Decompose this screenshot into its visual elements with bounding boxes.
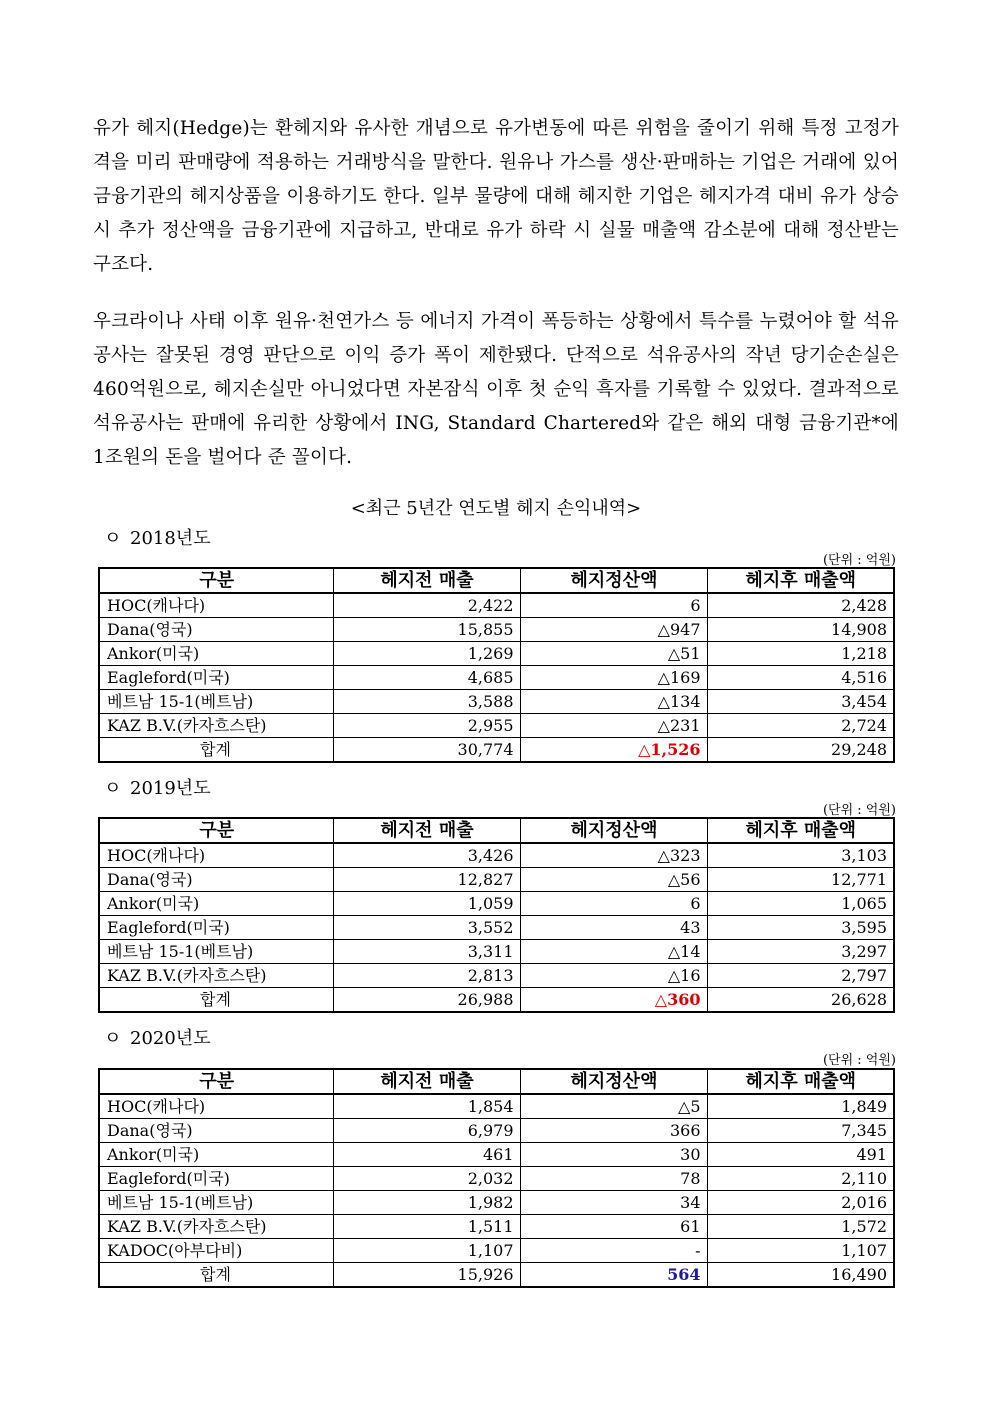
table-row xyxy=(99,1167,894,1191)
table-cell: 3,426 xyxy=(333,843,520,868)
table-cell: 1,982 xyxy=(333,1191,520,1215)
unit-label: (단위 : 억원) xyxy=(822,553,896,568)
table-row xyxy=(99,1143,894,1167)
table-cell: 61 xyxy=(520,1215,707,1239)
table-cell: 2,032 xyxy=(333,1167,520,1191)
column-header: 헤지전 매출 xyxy=(333,818,520,843)
table-row xyxy=(99,1191,894,1215)
row-label: 베트남 15-1(베트남) xyxy=(99,690,333,714)
column-header: 헤지후 매출액 xyxy=(707,568,894,593)
table-cell: 1,107 xyxy=(333,1239,520,1263)
row-label: Dana(영국) xyxy=(99,1119,333,1143)
table-cell: 3,454 xyxy=(707,690,894,714)
table-row xyxy=(99,940,894,964)
table-row xyxy=(99,843,894,868)
table-cell: △134 xyxy=(520,690,707,714)
table-cell: 1,269 xyxy=(333,642,520,666)
table-row xyxy=(99,964,894,988)
table-cell: 4,685 xyxy=(333,666,520,690)
total-row xyxy=(99,738,894,763)
table-row xyxy=(99,1119,894,1143)
column-header: 헤지전 매출 xyxy=(333,1069,520,1094)
column-header: 구분 xyxy=(99,1069,333,1094)
total-row xyxy=(99,988,894,1013)
table-cell: 1,854 xyxy=(333,1094,520,1119)
table-cell: 7,345 xyxy=(707,1119,894,1143)
table-row xyxy=(99,618,894,642)
table-cell: 3,311 xyxy=(333,940,520,964)
column-header: 구분 xyxy=(99,568,333,593)
total-cell: 30,774 xyxy=(333,738,520,763)
hedge-table-2019 xyxy=(98,817,895,1013)
table-cell: 366 xyxy=(520,1119,707,1143)
table-cell: 1,572 xyxy=(707,1215,894,1239)
row-label: KAZ B.V.(카자흐스탄) xyxy=(99,1215,333,1239)
row-label: HOC(캐나다) xyxy=(99,593,333,618)
row-label: Ankor(미국) xyxy=(99,642,333,666)
total-cell: 29,248 xyxy=(707,738,894,763)
table-row xyxy=(99,868,894,892)
table-cell: 78 xyxy=(520,1167,707,1191)
table-cell: 1,218 xyxy=(707,642,894,666)
table-row xyxy=(99,1215,894,1239)
table-cell: △323 xyxy=(520,843,707,868)
row-label: Ankor(미국) xyxy=(99,1143,333,1167)
table-cell: 2,797 xyxy=(707,964,894,988)
body-paragraph-loss-context: 우크라이나 사태 이후 원유·천연가스 등 에너지 가격이 폭등하는 상황에서 특수를 누렸어야 할 석유공사는 잘못된 경영 판단으로 이익 증가 폭이 제한됐다. 단적으로 석유공사의 작년 당기순손실은 460억원으로, 헤지손실만 아니었다면 자본잠식 이후 첫 순익 흑자를 기록할 수 있었다. 결과적으로 석유공사는 판매에 유리한 상황에서 ING, Standard Chartered와 같은 해외 대형 금융기관*에 1조원의 돈을 벌어다 준 꼴이다. xyxy=(93,311,899,468)
table-cell: 1,107 xyxy=(707,1239,894,1263)
table-cell: △51 xyxy=(520,642,707,666)
table-cell: 2,724 xyxy=(707,714,894,738)
table-cell: 3,103 xyxy=(707,843,894,868)
table-cell: 3,552 xyxy=(333,916,520,940)
table-cell: 3,595 xyxy=(707,916,894,940)
column-header: 헤지후 매출액 xyxy=(707,1069,894,1094)
column-header: 구분 xyxy=(99,818,333,843)
row-label: Dana(영국) xyxy=(99,868,333,892)
unit-label: (단위 : 억원) xyxy=(822,803,896,818)
table-cell: 1,849 xyxy=(707,1094,894,1119)
bullet-icon: ㅇ xyxy=(104,528,122,549)
column-header: 헤지정산액 xyxy=(520,1069,707,1094)
table-cell: 12,771 xyxy=(707,868,894,892)
table-cell: 14,908 xyxy=(707,618,894,642)
table-cell: 3,588 xyxy=(333,690,520,714)
table-cell: 1,511 xyxy=(333,1215,520,1239)
row-label: Eagleford(미국) xyxy=(99,1167,333,1191)
table-cell: 2,422 xyxy=(333,593,520,618)
hedge-table-2020 xyxy=(98,1068,895,1288)
table-cell: △14 xyxy=(520,940,707,964)
row-label: 베트남 15-1(베트남) xyxy=(99,1191,333,1215)
section-heading-2019 xyxy=(104,774,211,800)
total-label: 합계 xyxy=(99,1263,333,1288)
table-cell: 34 xyxy=(520,1191,707,1215)
total-cell: 26,628 xyxy=(707,988,894,1013)
table-cell: 6 xyxy=(520,593,707,618)
section-heading-2018 xyxy=(104,524,211,550)
header-row xyxy=(99,818,894,843)
table-row xyxy=(99,593,894,618)
table-row xyxy=(99,1239,894,1263)
header-row xyxy=(99,568,894,593)
table-cell: 1,065 xyxy=(707,892,894,916)
row-label: HOC(캐나다) xyxy=(99,843,333,868)
row-label: Eagleford(미국) xyxy=(99,916,333,940)
row-label: Ankor(미국) xyxy=(99,892,333,916)
table-row xyxy=(99,714,894,738)
total-cell: 16,490 xyxy=(707,1263,894,1288)
table-caption: <최근 5년간 연도별 헤지 손익내역> xyxy=(350,498,642,519)
table-cell: 12,827 xyxy=(333,868,520,892)
total-label: 합계 xyxy=(99,988,333,1013)
bullet-icon: ㅇ xyxy=(104,778,122,799)
table-cell: △56 xyxy=(520,868,707,892)
table-cell: 2,955 xyxy=(333,714,520,738)
table-cell: 6,979 xyxy=(333,1119,520,1143)
table-row xyxy=(99,666,894,690)
table-row xyxy=(99,1094,894,1119)
table-cell: △947 xyxy=(520,618,707,642)
table-cell: 6 xyxy=(520,892,707,916)
table-cell: 2,016 xyxy=(707,1191,894,1215)
table-row xyxy=(99,916,894,940)
table-cell: 2,428 xyxy=(707,593,894,618)
total-cell: 26,988 xyxy=(333,988,520,1013)
section-heading-2020 xyxy=(104,1024,211,1050)
table-cell: 1,059 xyxy=(333,892,520,916)
year-label: 2020년도 xyxy=(130,1028,211,1049)
total-label: 합계 xyxy=(99,738,333,763)
table-cell: △169 xyxy=(520,666,707,690)
row-label: Dana(영국) xyxy=(99,618,333,642)
hedge-table-2018 xyxy=(98,567,895,763)
table-cell: 15,855 xyxy=(333,618,520,642)
table-row xyxy=(99,642,894,666)
table-cell: △16 xyxy=(520,964,707,988)
table-cell: 4,516 xyxy=(707,666,894,690)
column-header: 헤지전 매출 xyxy=(333,568,520,593)
total-settlement: △1,526 xyxy=(520,738,707,763)
row-label: KAZ B.V.(카자흐스탄) xyxy=(99,964,333,988)
table-cell: 3,297 xyxy=(707,940,894,964)
total-settlement: △360 xyxy=(520,988,707,1013)
table-cell: 461 xyxy=(333,1143,520,1167)
table-row xyxy=(99,690,894,714)
table-row xyxy=(99,892,894,916)
table-cell: 491 xyxy=(707,1143,894,1167)
row-label: HOC(캐나다) xyxy=(99,1094,333,1119)
row-label: KADOC(아부다비) xyxy=(99,1239,333,1263)
table-cell: △5 xyxy=(520,1094,707,1119)
header-row xyxy=(99,1069,894,1094)
total-settlement: 564 xyxy=(520,1263,707,1288)
table-cell: △231 xyxy=(520,714,707,738)
body-paragraph-hedge-definition: 유가 헤지(Hedge)는 환헤지와 유사한 개념으로 유가변동에 따른 위험을 줄이기 위해 특정 고정가격을 미리 판매량에 적용하는 거래방식을 말한다. 원유나 가스를 생산·판매하는 기업은 거래에 있어 금융기관의 헤지상품을 이용하기도 한다. 일부 물량에 대해 헤지한 기업은 헤지가격 대비 유가 상승 시 추가 정산액을 금융기관에 지급하고, 반대로 유가 하락 시 실물 매출액 감소분에 대해 정산받는 구조다. xyxy=(93,118,899,275)
column-header: 헤지정산액 xyxy=(520,568,707,593)
year-label: 2018년도 xyxy=(130,528,211,549)
column-header: 헤지정산액 xyxy=(520,818,707,843)
table-cell: 30 xyxy=(520,1143,707,1167)
table-cell: 2,813 xyxy=(333,964,520,988)
table-cell: 43 xyxy=(520,916,707,940)
row-label: 베트남 15-1(베트남) xyxy=(99,940,333,964)
total-row xyxy=(99,1263,894,1288)
table-cell: - xyxy=(520,1239,707,1263)
year-label: 2019년도 xyxy=(130,778,211,799)
row-label: Eagleford(미국) xyxy=(99,666,333,690)
unit-label: (단위 : 억원) xyxy=(822,1053,896,1068)
row-label: KAZ B.V.(카자흐스탄) xyxy=(99,714,333,738)
bullet-icon: ㅇ xyxy=(104,1028,122,1049)
total-cell: 15,926 xyxy=(333,1263,520,1288)
table-cell: 2,110 xyxy=(707,1167,894,1191)
column-header: 헤지후 매출액 xyxy=(707,818,894,843)
